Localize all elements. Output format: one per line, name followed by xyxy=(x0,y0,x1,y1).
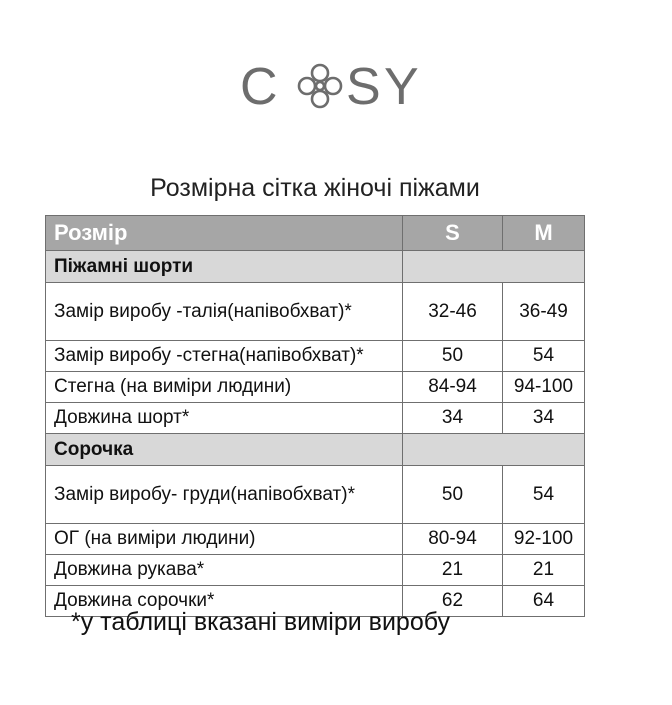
row-label: Довжина сорочки* xyxy=(46,586,403,617)
value-m: 54 xyxy=(503,466,585,524)
value-s: 50 xyxy=(403,466,503,524)
cosy-logo-icon xyxy=(236,58,436,118)
value-s: 32-46 xyxy=(403,283,503,341)
value-m: 36-49 xyxy=(503,283,585,341)
row-label: Стегна (на виміри людини) xyxy=(46,372,403,403)
value-m: 64 xyxy=(503,586,585,617)
row-label: Замір виробу -талія(напівобхват)* xyxy=(46,283,403,341)
header-size-m: M xyxy=(503,216,585,251)
value-m: 54 xyxy=(503,341,585,372)
row-label: Довжина рукава* xyxy=(46,555,403,586)
table-row xyxy=(46,341,585,372)
page-title: Розмірна сітка жіночі піжами xyxy=(150,174,480,202)
value-s: 50 xyxy=(403,341,503,372)
value-s: 84-94 xyxy=(403,372,503,403)
section-shirt xyxy=(46,434,585,466)
value-m: 21 xyxy=(503,555,585,586)
table-row xyxy=(46,283,585,341)
table-row xyxy=(46,403,585,434)
brand-logo xyxy=(0,58,672,118)
value-s: 34 xyxy=(403,403,503,434)
value-m: 92-100 xyxy=(503,524,585,555)
header-size-s: S xyxy=(403,216,503,251)
table-row xyxy=(46,555,585,586)
value-m: 94-100 xyxy=(503,372,585,403)
section-title: Піжамні шорти xyxy=(46,251,403,283)
section-title: Сорочка xyxy=(46,434,403,466)
section-shorts xyxy=(46,251,585,283)
value-s: 80-94 xyxy=(403,524,503,555)
table-header-row xyxy=(46,216,585,251)
size-chart-table xyxy=(45,215,585,617)
row-label: Замір виробу- груди(напівобхват)* xyxy=(46,466,403,524)
value-s: 62 xyxy=(403,586,503,617)
row-label: ОГ (на виміри людини) xyxy=(46,524,403,555)
row-label: Замір виробу -стегна(напівобхват)* xyxy=(46,341,403,372)
table-row xyxy=(46,372,585,403)
row-label: Довжина шорт* xyxy=(46,403,403,434)
flower-icon xyxy=(299,65,341,107)
value-s: 21 xyxy=(403,555,503,586)
logo-letter-s: S xyxy=(346,58,381,116)
table-row xyxy=(46,466,585,524)
logo-letter-y: Y xyxy=(384,58,419,116)
section-spacer xyxy=(403,251,585,283)
value-m: 34 xyxy=(503,403,585,434)
footnote: *у таблиці вказані виміри виробу xyxy=(71,608,451,636)
header-label: Розмір xyxy=(46,216,403,251)
table-row xyxy=(46,524,585,555)
logo-letter-c: C xyxy=(240,58,278,116)
section-spacer xyxy=(403,434,585,466)
